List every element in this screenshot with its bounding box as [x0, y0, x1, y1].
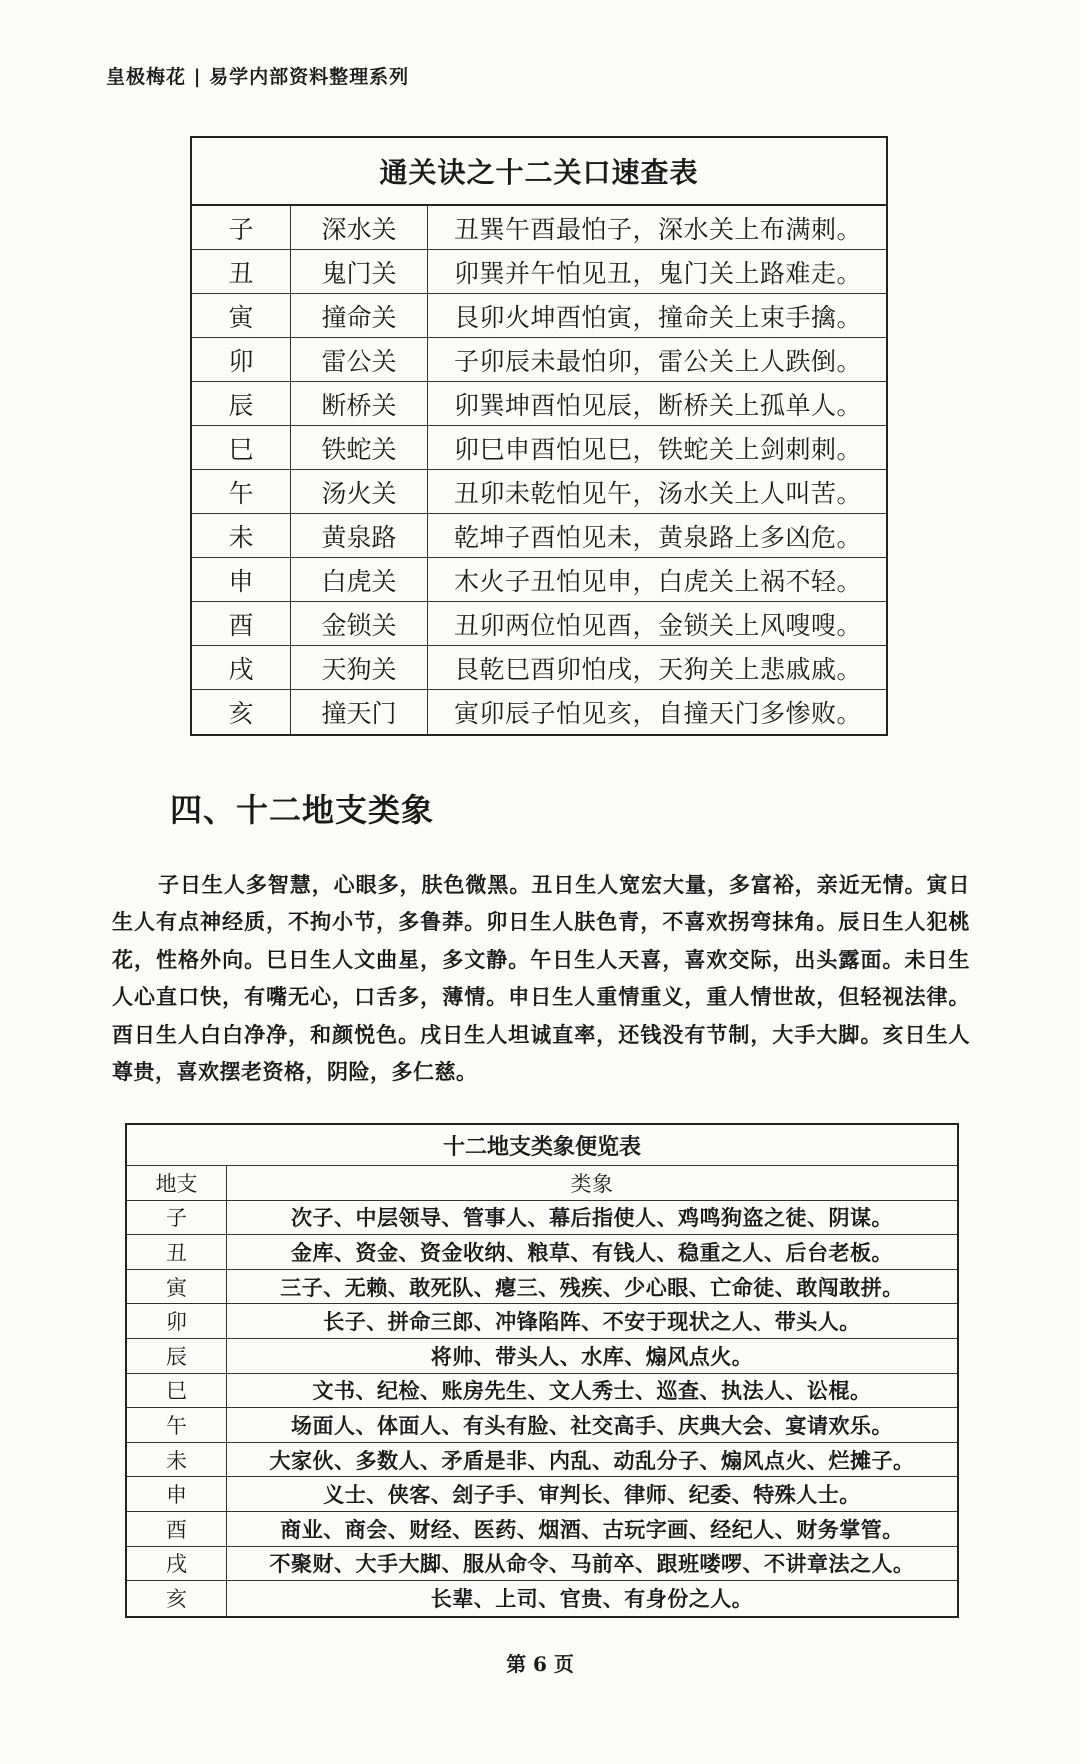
table1-row — [192, 338, 886, 382]
table2-key-cell: 辰 — [127, 1339, 227, 1373]
table1-branch-cell: 酉 — [192, 602, 291, 645]
table2-row — [127, 1374, 957, 1409]
table1-row — [192, 250, 886, 294]
table2-value-cell: 文书、纪检、账房先生、文人秀士、巡查、执法人、讼棍。 — [312, 1378, 872, 1404]
table1-pass-cell: 撞命关 — [291, 294, 428, 337]
table2-value-cell: 义士、侠客、刽子手、审判长、律师、纪委、特殊人士。 — [323, 1482, 861, 1508]
table2-value-cell: 长子、拼命三郎、冲锋陷阵、不安于现状之人、带头人。 — [323, 1309, 861, 1335]
table1-branch-cell: 寅 — [192, 294, 291, 337]
table2-key-cell: 子 — [127, 1201, 227, 1235]
table2-key-cell: 申 — [127, 1477, 227, 1511]
table1-row — [192, 426, 886, 470]
table2-row — [127, 1270, 957, 1305]
table1-branch-cell: 辰 — [192, 382, 291, 425]
table1-verse-cell: 艮乾巳酉卯怕戌，天狗关上悲戚戚。 — [454, 654, 863, 684]
table2-row — [127, 1581, 957, 1616]
table1-row — [192, 206, 886, 250]
table1-row — [192, 294, 886, 338]
table1-verse-cell: 卯巳申酉怕见巳，铁蛇关上剑刺刺。 — [454, 434, 863, 464]
table1-pass-cell: 黄泉路 — [291, 514, 428, 557]
table2-key-cell: 巳 — [127, 1374, 227, 1408]
table1-pass-cell: 汤火关 — [291, 470, 428, 513]
table1-row — [192, 558, 886, 602]
table2-key-cell: 亥 — [127, 1581, 227, 1616]
table2-header-value: 类象 — [570, 1171, 614, 1196]
table2-key-cell: 午 — [127, 1408, 227, 1442]
table2-key-cell: 戌 — [127, 1547, 227, 1581]
table1-row — [192, 602, 886, 646]
table1-row — [192, 382, 886, 426]
table2-row — [127, 1512, 957, 1547]
table2-value-cell: 不聚财、大手大脚、服从命令、马前卒、跟班喽啰、不讲章法之人。 — [269, 1551, 915, 1577]
table2-value-cell: 次子、中层领导、管事人、幕后指使人、鸡鸣狗盗之徒、阴谋。 — [291, 1205, 893, 1231]
table1-pass-cell: 铁蛇关 — [291, 426, 428, 469]
table1-verse-cell: 丑巽午酉最怕子，深水关上布满刺。 — [454, 214, 863, 244]
table2-value-cell: 将帅、带头人、水库、煽风点火。 — [430, 1343, 754, 1369]
table2-row — [127, 1477, 957, 1512]
twelve-passes-table — [190, 136, 888, 736]
table1-verse-cell: 艮卯火坤酉怕寅，撞命关上束手擒。 — [454, 302, 863, 332]
table1-verse-cell: 乾坤子酉怕见未，黄泉路上多凶危。 — [454, 522, 863, 552]
table1-body — [192, 206, 886, 734]
table2-key-cell: 寅 — [127, 1270, 227, 1304]
section-paragraph: 子日生人多智慧，心眼多，肤色微黑。丑日生人宽宏大量，多富裕，亲近无情。寅日生人有点神经质，不拘小节，多鲁莽。卯日生人肤色青，不喜欢拐弯抹角。辰日生人犯桃花，性格外向。巳日生人文曲星，多文静。午日生人天喜，喜欢交际，出头露面。未日生人心直口快，有嘴无心，口舌多，薄情。申日生人重情重义，重人情世故，但轻视法律。酉日生人白白净净，和颜悦色。戌日生人坦诚直率，还钱没有节制，大手大脚。亥日生人尊贵，喜欢摆老资格，阴险，多仁慈。 — [112, 872, 970, 1085]
table2-value-cell: 场面人、体面人、有头有脸、社交高手、庆典大会、宴请欢乐。 — [291, 1412, 893, 1438]
table2-body — [127, 1201, 957, 1616]
table1-verse-cell: 寅卯辰子怕见亥，自撞天门多惨败。 — [454, 699, 863, 728]
table1-pass-cell: 鬼门关 — [291, 250, 428, 293]
table1-pass-cell: 白虎关 — [291, 558, 428, 601]
table1-verse-cell: 卯巽并午怕见丑，鬼门关上路难走。 — [454, 258, 863, 288]
table1-verse-cell: 丑卯未乾怕见午，汤水关上人叫苦。 — [454, 478, 863, 508]
table2-value-cell: 三子、无赖、敢死队、瘪三、残疾、少心眼、亡命徒、敢闯敢拼。 — [280, 1274, 904, 1300]
table2-key-cell: 丑 — [127, 1235, 227, 1269]
page-number: 第 6 页 — [506, 1652, 574, 1676]
table2-row — [127, 1443, 957, 1478]
table2-key-cell: 卯 — [127, 1304, 227, 1338]
table1-verse-cell: 木火子丑怕见申，白虎关上祸不轻。 — [454, 566, 863, 596]
table1-verse-cell: 卯巽坤酉怕见辰，断桥关上孤单人。 — [454, 390, 863, 420]
table1-title: 通关诀之十二关口速查表 — [192, 138, 886, 206]
table1-row — [192, 646, 886, 690]
table2-key-cell: 未 — [127, 1443, 227, 1477]
table2-value-cell: 大家伙、多数人、矛盾是非、内乱、动乱分子、煽风点火、烂摊子。 — [269, 1447, 915, 1473]
table1-row — [192, 470, 886, 514]
table2-value-cell: 金库、资金、资金收纳、粮草、有钱人、稳重之人、后台老板。 — [291, 1239, 893, 1265]
table2-row — [127, 1304, 957, 1339]
table2-row — [127, 1408, 957, 1443]
table1-branch-cell: 卯 — [192, 338, 291, 381]
table1-row — [192, 514, 886, 558]
table1-branch-cell: 丑 — [192, 250, 291, 293]
table2-header-key: 地支 — [127, 1166, 227, 1200]
table1-pass-cell: 断桥关 — [291, 382, 428, 425]
table2-row — [127, 1547, 957, 1582]
branch-symbols-table — [125, 1123, 959, 1618]
table1-row — [192, 690, 886, 734]
table2-key-cell: 酉 — [127, 1512, 227, 1546]
table1-branch-cell: 申 — [192, 558, 291, 601]
table2-value-cell: 商业、商会、财经、医药、烟酒、古玩字画、经纪人、财务掌管。 — [280, 1516, 904, 1542]
table2-row — [127, 1235, 957, 1270]
table2-title: 十二地支类象便览表 — [127, 1125, 957, 1166]
table1-verse-cell: 丑卯两位怕见酉，金锁关上风嗖嗖。 — [454, 610, 863, 640]
table2-row — [127, 1201, 957, 1236]
series-header: 皇极梅花 | 易学内部资料整理系列 — [106, 66, 410, 88]
section-title: 四、十二地支类象 — [170, 791, 435, 829]
table1-branch-cell: 戌 — [192, 646, 291, 689]
table1-branch-cell: 巳 — [192, 426, 291, 469]
table1-pass-cell: 深水关 — [291, 206, 428, 249]
table1-pass-cell: 撞天门 — [291, 690, 428, 734]
table1-pass-cell: 金锁关 — [291, 602, 428, 645]
table1-branch-cell: 子 — [192, 206, 291, 249]
table2-header-row — [127, 1166, 957, 1201]
table1-branch-cell: 午 — [192, 470, 291, 513]
table1-pass-cell: 天狗关 — [291, 646, 428, 689]
table1-verse-cell: 子卯辰未最怕卯，雷公关上人跌倒。 — [454, 346, 863, 376]
table1-branch-cell: 亥 — [192, 690, 291, 734]
table1-pass-cell: 雷公关 — [291, 338, 428, 381]
table2-value-cell: 长辈、上司、官贵、有身份之人。 — [430, 1586, 754, 1612]
table2-row — [127, 1339, 957, 1374]
table1-branch-cell: 未 — [192, 514, 291, 557]
